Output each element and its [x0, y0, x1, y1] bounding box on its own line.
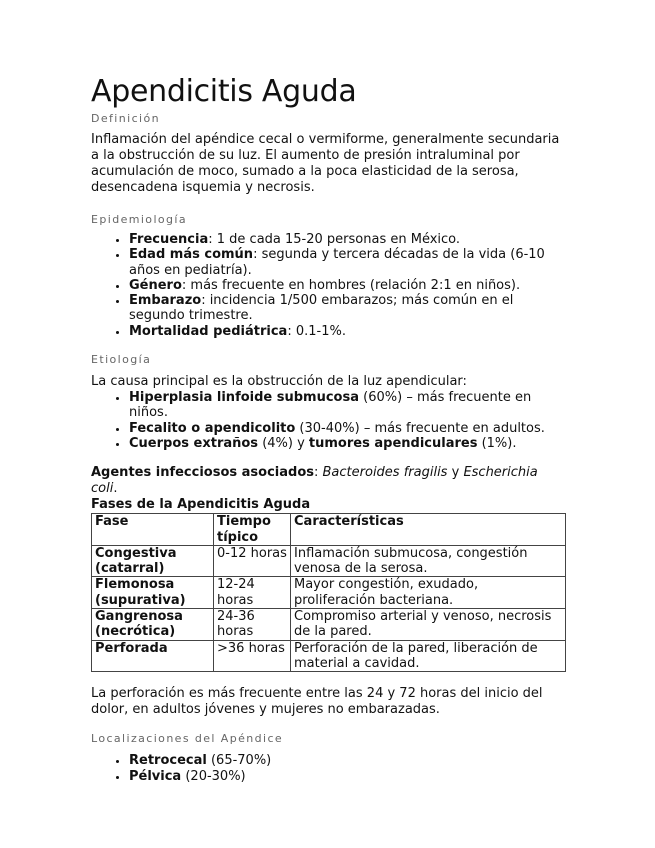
cell-caracteristicas: Mayor congestión, exudado, proliferación bacteriana.	[291, 577, 566, 609]
list-item: • Pélvica (20-30%)	[129, 769, 567, 784]
page-title: Apendicitis Aguda	[91, 74, 357, 109]
table-row	[92, 640, 566, 672]
cell-fase: Gangrenosa (necrótica)	[92, 609, 214, 641]
epidemiologia-list	[91, 232, 567, 339]
definicion-text: Inflamación del apéndice cecal o vermiforme, generalmente secundaria a la obstrucción de su luz. El aumento de presión intraluminal por acumulación de moco, sumado a la poca elasticidad de la serosa, desencadena isquemia y necrosis.	[91, 132, 560, 195]
list-item: • Hiperplasia linfoide submucosa (60%) – más frecuente en niños.	[129, 390, 567, 421]
cell-tiempo: 24-36 horas	[214, 609, 291, 641]
cell-caracteristicas: Inflamación submucosa, congestión venosa de la serosa.	[291, 545, 566, 577]
list-item: • Edad más común: segunda y tercera décadas de la vida (6-10 años en pediatría).	[129, 247, 567, 278]
document-page	[91, 74, 567, 784]
table-row	[92, 609, 566, 641]
list-item: • Mortalidad pediátrica: 0.1-1%.	[129, 324, 567, 339]
header-caracteristicas: Características	[291, 514, 566, 546]
cell-tiempo: >36 horas	[214, 640, 291, 672]
list-item: • Embarazo: incidencia 1/500 embarazos; más común en el segundo trimestre.	[129, 293, 567, 324]
cell-fase: Perforada	[92, 640, 214, 672]
cell-fase: Flemonosa (supurativa)	[92, 577, 214, 609]
table-row	[92, 577, 566, 609]
cell-tiempo: 12-24 horas	[214, 577, 291, 609]
fases-title: Fases de la Apendicitis Aguda	[91, 497, 311, 513]
agentes-infecciosos: Agentes infecciosos asociados: Bacteroides fragilis y Escherichia coli.	[91, 465, 538, 497]
list-item: • Cuerpos extraños (4%) y tumores apendiculares (1%).	[129, 436, 567, 451]
fases-table	[91, 513, 566, 672]
cell-tiempo: 0-12 horas	[214, 545, 291, 577]
etiologia-intro: La causa principal es la obstrucción de la luz apendicular:	[91, 374, 467, 390]
localizaciones-list	[91, 753, 567, 784]
list-item: • Fecalito o apendicolito (30-40%) – más frecuente en adultos.	[129, 421, 567, 436]
perforacion-nota: La perforación es más frecuente entre las 24 y 72 horas del inicio del dolor, en adultos jóvenes y mujeres no embarazadas.	[91, 686, 543, 718]
section-label-definicion: Definición	[91, 112, 160, 125]
etiologia-list	[91, 390, 567, 451]
cell-fase: Congestiva (catarral)	[92, 545, 214, 577]
section-label-etiologia: Etiología	[91, 353, 152, 367]
cell-caracteristicas: Compromiso arterial y venoso, necrosis de la pared.	[291, 609, 566, 641]
table-header-row	[92, 514, 566, 546]
list-item: • Retrocecal (65-70%)	[129, 753, 567, 768]
list-item: • Género: más frecuente en hombres (relación 2:1 en niños).	[129, 278, 567, 293]
section-label-localizaciones: Localizaciones del Apéndice	[91, 732, 284, 746]
header-fase: Fase	[92, 514, 214, 546]
header-tiempo: Tiempo típico	[214, 514, 291, 546]
cell-caracteristicas: Perforación de la pared, liberación de material a cavidad.	[291, 640, 566, 672]
table-row	[92, 545, 566, 577]
list-item: • Frecuencia: 1 de cada 15-20 personas en México.	[129, 232, 567, 247]
section-label-epidemiologia: Epidemiología	[91, 213, 188, 226]
